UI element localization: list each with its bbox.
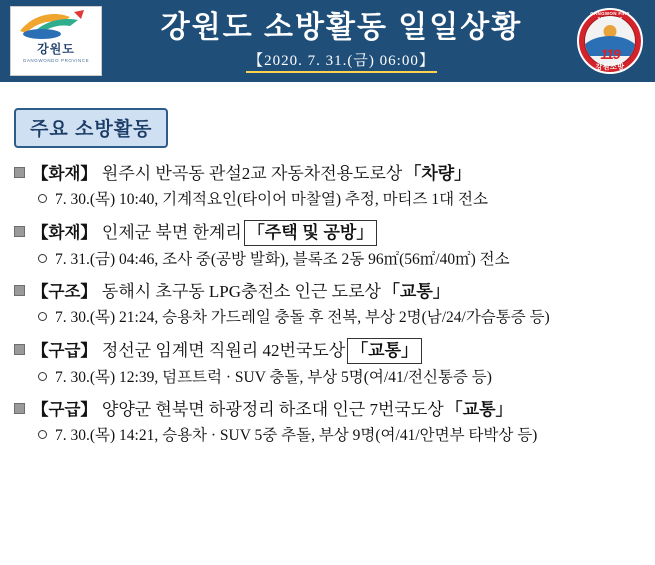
entry-category: 【구조】 — [32, 283, 97, 301]
entry-category: 【구급】 — [32, 401, 97, 419]
square-bullet-icon — [14, 167, 25, 178]
entry-headline — [14, 280, 647, 304]
entry-location: 정선군 임계면 직원리 42번국도상 — [101, 341, 346, 360]
circle-bullet-icon — [38, 254, 47, 263]
entry-location: 양양군 현북면 하광정리 하조대 인근 7번국도상 — [101, 400, 444, 419]
entry-kind: 「교통」 — [382, 282, 450, 301]
circle-bullet-icon — [38, 194, 47, 203]
circle-bullet-icon — [38, 430, 47, 439]
activity-list — [0, 162, 655, 447]
entry-detail-row — [38, 425, 647, 447]
entry-category: 【화재】 — [32, 224, 97, 242]
gangwon-fire-service-emblem — [577, 8, 643, 74]
entry-detail-row — [38, 189, 647, 211]
entry-detail: 7. 30.(목) 10:40, 기계적요인(타이어 마찰열) 추정, 마티즈 1대 전소 — [55, 191, 488, 208]
entry-headline — [14, 398, 647, 422]
section-heading — [14, 108, 168, 148]
list-item — [14, 220, 647, 271]
circle-bullet-icon — [38, 372, 47, 381]
entry-detail-row — [38, 249, 647, 271]
circle-bullet-icon — [38, 312, 47, 321]
list-item — [14, 162, 647, 211]
entry-kind: 「주택 및 공방」 — [244, 220, 378, 246]
emblem-119-text: 119 — [600, 46, 620, 62]
entry-location: 동해시 초구동 LPG충전소 인근 도로상 — [101, 282, 381, 301]
entry-location: 인제군 북면 한계리 — [101, 223, 242, 242]
list-item — [14, 338, 647, 389]
emblem-top-text: GANGWON FIRE SERVICES — [590, 11, 630, 21]
square-bullet-icon — [14, 403, 25, 414]
page-header — [0, 0, 655, 82]
entry-detail: 7. 30.(목) 12:39, 덤프트럭 · SUV 충돌, 부상 5명(여/41/전신통증 등) — [55, 369, 492, 386]
entry-detail: 7. 30.(목) 14:21, 승용차 · SUV 5중 추돌, 부상 9명(여/41/안면부 타박상 등) — [55, 427, 538, 444]
entry-kind: 「교통」 — [445, 400, 513, 419]
entry-location: 원주시 반곡동 관설2교 자동차전용도로상 — [101, 164, 403, 183]
entry-detail: 7. 31.(금) 04:46, 조사 중(공방 발화), 블록조 2동 96㎡(56㎡/40㎡) 전소 — [55, 251, 510, 268]
entry-detail-row — [38, 367, 647, 389]
list-item — [14, 280, 647, 329]
square-bullet-icon — [14, 285, 25, 296]
header-title-block — [102, 10, 577, 73]
entry-category: 【구급】 — [32, 342, 97, 360]
square-bullet-icon — [14, 226, 25, 237]
entry-category: 【화재】 — [32, 165, 97, 183]
page-title: 강원도 소방활동 일일상황 — [160, 10, 523, 44]
entry-headline — [14, 220, 647, 246]
province-logo-subtext: GANGWONDO PROVINCE — [22, 58, 90, 63]
entry-kind: 「차량」 — [404, 164, 472, 183]
emblem-bottom-text: 강원소방 — [595, 64, 625, 71]
gangwon-province-logo — [10, 6, 102, 76]
section-heading-label: 주요 소방활동 — [30, 119, 153, 140]
entry-detail: 7. 30.(목) 21:24, 승용차 가드레일 충돌 후 전복, 부상 2명(남/24/가슴통증 등) — [55, 309, 550, 326]
entry-detail-row — [38, 307, 647, 329]
province-logo-name: 강원도 — [37, 42, 75, 56]
square-bullet-icon — [14, 344, 25, 355]
entry-headline — [14, 338, 647, 364]
list-item — [14, 398, 647, 447]
province-logo-art — [12, 7, 100, 41]
report-datetime: 【2020. 7. 31.(금) 06:00】 — [246, 49, 437, 73]
entry-headline — [14, 162, 647, 186]
entry-kind: 「교통」 — [347, 338, 422, 364]
